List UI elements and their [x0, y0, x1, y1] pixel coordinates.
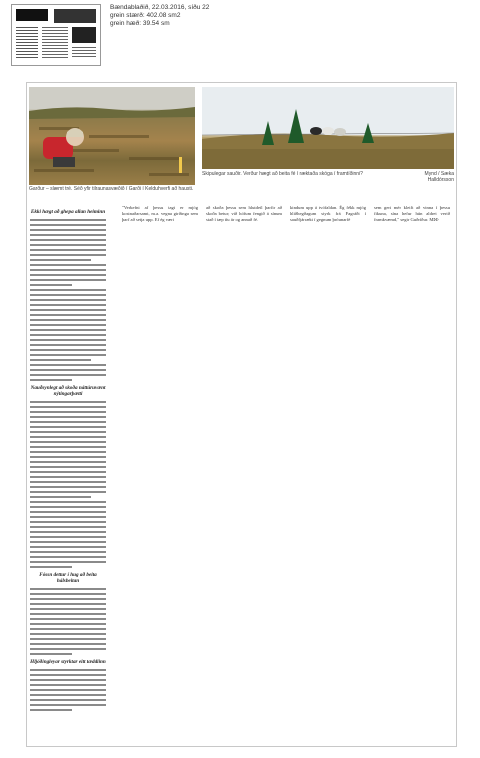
article-column-5 — [374, 205, 450, 222]
column-5-text: sem geri mér kleift að vinna í þessu fikuna, sína hefur hún aldrei verið framkvæmd," segir Guðríður. MÞÞ — [374, 205, 450, 222]
subheading-1: Ekki hægt að ghepa allan heiminn — [30, 209, 106, 215]
subheading-4: Hljóðingleyar styrktar eitt tæddiinn — [30, 659, 106, 665]
photo-sheep-trees — [202, 87, 454, 169]
size-line: grein stærð: 402.08 sm2 — [110, 12, 181, 19]
article-column-4 — [290, 205, 366, 222]
source-line: Bændablaðið, 22.03.2016, síðu 22 — [110, 4, 210, 11]
article-column-1 — [30, 205, 106, 714]
photo-field-person — [29, 87, 195, 185]
article-metadata — [110, 4, 209, 28]
photo2-caption: Skipulegar sauðir. Verður hægt að beita fé í ræktaða skóga í framtíðinni? — [202, 171, 363, 177]
photo1-caption: Garður – slæmt tré. Séð yfir tilraunasvæðið í Garði í Kelduhverfi að hausti. — [29, 186, 194, 192]
column-2-text: "Verkefni af þessu tagi er mjög kostnaðarsamt, m.a. vegna girðinga sem þarf að setja upp. Ef ég væri — [122, 205, 198, 222]
photo-credit: Mynd / Sæka Halldórsson — [424, 171, 454, 183]
height-line: grein hæð: 39.54 sm — [110, 20, 170, 27]
article-column-2 — [122, 205, 198, 222]
article-column-3 — [206, 205, 282, 222]
subheading-3: Fóssn dettur í hug að beita hálsbeitan — [39, 572, 97, 584]
page-thumbnail — [11, 4, 101, 66]
subheading-2: Nauðsynlegt að skoða náttúruvænt nýtingarþætti — [30, 385, 106, 397]
column-3-text: að skoða þessu sem hlutdeil þarfir að skoða betur; við höfum fengið á sínum stað í tæp tíu ár og annað fé. — [206, 205, 282, 222]
column-4-text: kindum upp á tvöfaldan. Ég fékk mjög hliðhegðagum styrk frá Fagráði í sauðfjárrækt í gegnum þróunarfé — [290, 205, 366, 222]
